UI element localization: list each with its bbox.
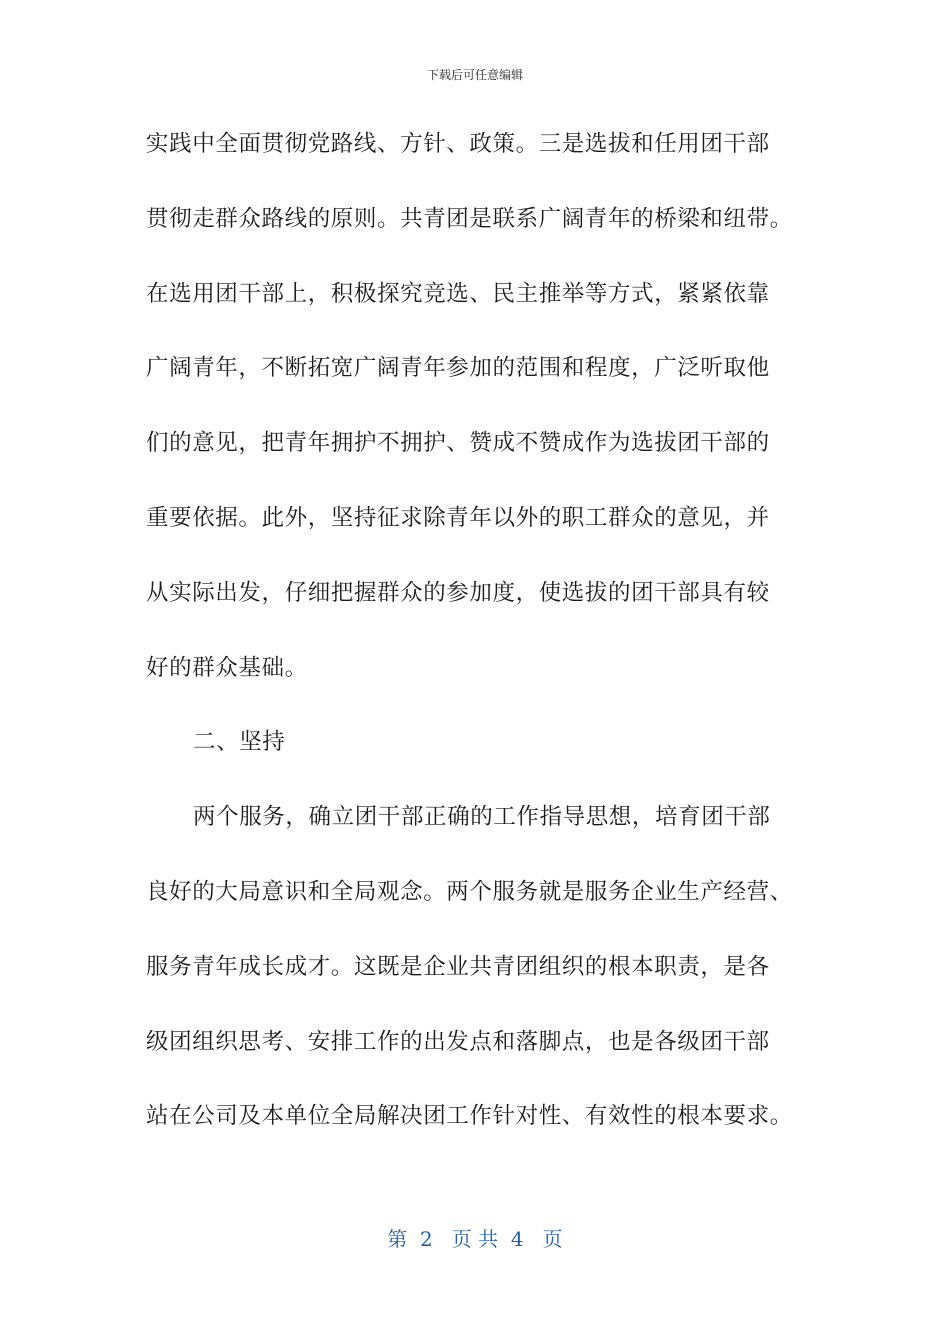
body-line-3: 在选用团干部上，积极探究竞选、民主推举等方式，紧紧依靠 [146,280,770,307]
body-line-5: 们的意见，把青年拥护不拥护、赞成不赞成作为选拔团干部的 [146,430,770,457]
section-heading: 二、坚持 [193,729,286,756]
document-body [146,124,846,1171]
page-number-footer: 第 2 页 共 4 页 [387,1227,563,1251]
body-line-14: 站在公司及本单位全局解决团工作针对性、有效性的根本要求。 [146,1103,793,1130]
body-line-11: 良好的大局意识和全局观念。两个服务就是服务企业生产经营、 [146,878,793,905]
body-line-8: 好的群众基础。 [146,654,308,681]
body-line-4: 广阔青年，不断拓宽广阔青年参加的范围和程度，广泛听取他 [146,355,770,382]
body-line-2: 贯彻走群众路线的原则。共青团是联系广阔青年的桥梁和纽带。 [146,205,793,232]
body-line-6: 重要依据。此外，坚持征求除青年以外的职工群众的意见，并 [146,504,770,531]
body-line-10: 两个服务，确立团干部正确的工作指导思想，培育团干部 [193,804,771,831]
body-line-13: 级团组织思考、安排工作的出发点和落脚点，也是各级团干部 [146,1028,770,1055]
body-line-1: 实践中全面贯彻党路线、方针、政策。三是选拔和任用团干部 [146,131,770,157]
body-line-12: 服务青年成长成才。这既是企业共青团组织的根本职责，是各 [146,953,770,980]
body-line-7: 从实际出发，仔细把握群众的参加度，使选拔的团干部具有较 [146,579,770,606]
page-header-note: 下载后可任意编辑 [426,68,523,82]
